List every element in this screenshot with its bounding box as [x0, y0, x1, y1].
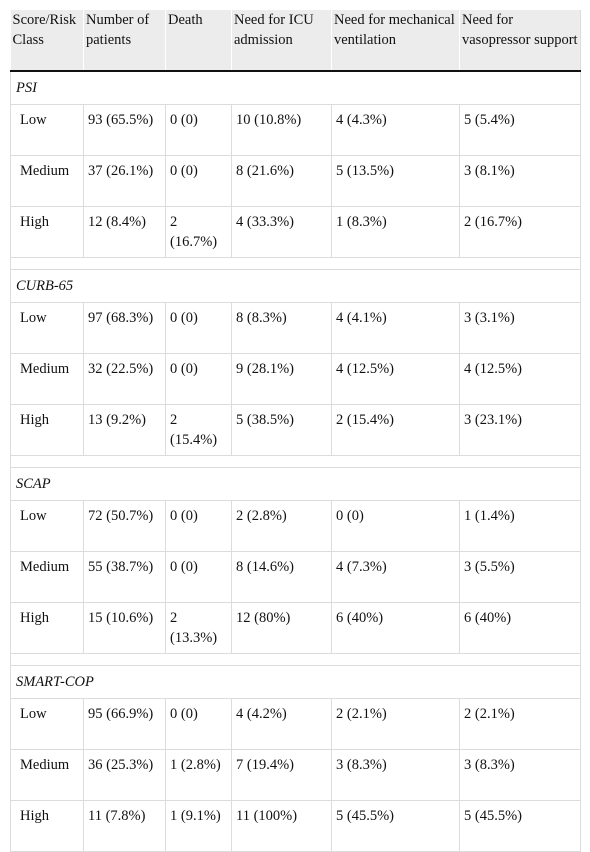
table-cell: 2 (15.4%) [332, 404, 460, 455]
table-cell: 1 (8.3%) [332, 206, 460, 257]
table-cell: 5 (45.5%) [332, 800, 460, 851]
risk-class-cell: High [11, 206, 84, 257]
table-cell: 0 (0) [166, 551, 232, 602]
table-cell: 15 (10.6%) [84, 602, 166, 653]
table-cell: 97 (68.3%) [84, 302, 166, 353]
table-cell: 2 (2.1%) [460, 698, 581, 749]
header-death: Death [166, 10, 232, 71]
table-cell: 6 (40%) [332, 602, 460, 653]
table-row [11, 206, 581, 257]
table-body [11, 71, 581, 851]
table-cell: 1 (1.4%) [460, 500, 581, 551]
header-vasopressor-support: Need for vasopressor support [460, 10, 581, 71]
spacer-cell [11, 257, 581, 269]
table-cell: 0 (0) [166, 500, 232, 551]
table-row [11, 104, 581, 155]
table-cell: 0 (0) [166, 104, 232, 155]
table-cell: 2 (2.1%) [332, 698, 460, 749]
section-spacer [11, 455, 581, 467]
risk-class-cell: Medium [11, 155, 84, 206]
table-cell: 0 (0) [166, 302, 232, 353]
risk-score-table [10, 10, 581, 852]
header-number-of-patients: Number of patients [84, 10, 166, 71]
table-cell: 3 (8.3%) [332, 749, 460, 800]
risk-class-cell: Medium [11, 551, 84, 602]
table-cell: 4 (7.3%) [332, 551, 460, 602]
table-cell: 4 (33.3%) [232, 206, 332, 257]
section-title: CURB-65 [11, 269, 581, 302]
table-row [11, 500, 581, 551]
table-cell: 12 (8.4%) [84, 206, 166, 257]
table-cell: 5 (45.5%) [460, 800, 581, 851]
table-cell: 5 (5.4%) [460, 104, 581, 155]
risk-class-cell: Low [11, 302, 84, 353]
results-table-container [10, 10, 580, 852]
table-row [11, 353, 581, 404]
table-cell: 9 (28.1%) [232, 353, 332, 404]
table-cell: 0 (0) [332, 500, 460, 551]
risk-class-cell: Low [11, 698, 84, 749]
risk-class-cell: High [11, 800, 84, 851]
table-cell: 3 (23.1%) [460, 404, 581, 455]
table-row [11, 698, 581, 749]
table-cell: 3 (5.5%) [460, 551, 581, 602]
table-cell: 5 (38.5%) [232, 404, 332, 455]
table-cell: 2 (15.4%) [166, 404, 232, 455]
table-row [11, 749, 581, 800]
table-cell: 13 (9.2%) [84, 404, 166, 455]
header-mechanical-ventilation: Need for mechanical ventilation [332, 10, 460, 71]
section-spacer [11, 257, 581, 269]
table-cell: 36 (25.3%) [84, 749, 166, 800]
table-row [11, 302, 581, 353]
table-cell: 4 (4.3%) [332, 104, 460, 155]
header-score-risk-class: Score/Risk Class [11, 10, 84, 71]
table-cell: 2 (16.7%) [460, 206, 581, 257]
table-cell: 2 (13.3%) [166, 602, 232, 653]
section-title: PSI [11, 71, 581, 104]
risk-class-cell: Medium [11, 749, 84, 800]
section-header-row [11, 269, 581, 302]
section-title: SCAP [11, 467, 581, 500]
section-header-row [11, 71, 581, 104]
table-cell: 8 (8.3%) [232, 302, 332, 353]
table-cell: 1 (9.1%) [166, 800, 232, 851]
table-row [11, 800, 581, 851]
table-cell: 12 (80%) [232, 602, 332, 653]
table-cell: 5 (13.5%) [332, 155, 460, 206]
table-cell: 4 (4.2%) [232, 698, 332, 749]
table-cell: 93 (65.5%) [84, 104, 166, 155]
spacer-cell [11, 653, 581, 665]
table-header [11, 10, 581, 71]
section-header-row [11, 665, 581, 698]
risk-class-cell: Low [11, 500, 84, 551]
table-row [11, 551, 581, 602]
table-cell: 72 (50.7%) [84, 500, 166, 551]
table-cell: 4 (12.5%) [460, 353, 581, 404]
header-icu-admission: Need for ICU admission [232, 10, 332, 71]
risk-class-cell: Medium [11, 353, 84, 404]
risk-class-cell: High [11, 602, 84, 653]
table-cell: 95 (66.9%) [84, 698, 166, 749]
table-cell: 3 (3.1%) [460, 302, 581, 353]
table-row [11, 404, 581, 455]
table-cell: 6 (40%) [460, 602, 581, 653]
table-cell: 8 (21.6%) [232, 155, 332, 206]
table-row [11, 155, 581, 206]
table-cell: 11 (100%) [232, 800, 332, 851]
spacer-cell [11, 455, 581, 467]
table-cell: 10 (10.8%) [232, 104, 332, 155]
section-spacer [11, 653, 581, 665]
table-cell: 0 (0) [166, 155, 232, 206]
table-cell: 1 (2.8%) [166, 749, 232, 800]
table-cell: 0 (0) [166, 698, 232, 749]
table-cell: 32 (22.5%) [84, 353, 166, 404]
risk-class-cell: High [11, 404, 84, 455]
section-title: SMART-COP [11, 665, 581, 698]
table-cell: 3 (8.1%) [460, 155, 581, 206]
table-cell: 7 (19.4%) [232, 749, 332, 800]
table-cell: 4 (4.1%) [332, 302, 460, 353]
table-cell: 2 (16.7%) [166, 206, 232, 257]
risk-class-cell: Low [11, 104, 84, 155]
table-cell: 55 (38.7%) [84, 551, 166, 602]
table-cell: 3 (8.3%) [460, 749, 581, 800]
table-cell: 0 (0) [166, 353, 232, 404]
table-row [11, 602, 581, 653]
table-cell: 2 (2.8%) [232, 500, 332, 551]
section-header-row [11, 467, 581, 500]
header-row [11, 10, 581, 71]
table-cell: 4 (12.5%) [332, 353, 460, 404]
table-cell: 11 (7.8%) [84, 800, 166, 851]
table-cell: 8 (14.6%) [232, 551, 332, 602]
table-cell: 37 (26.1%) [84, 155, 166, 206]
